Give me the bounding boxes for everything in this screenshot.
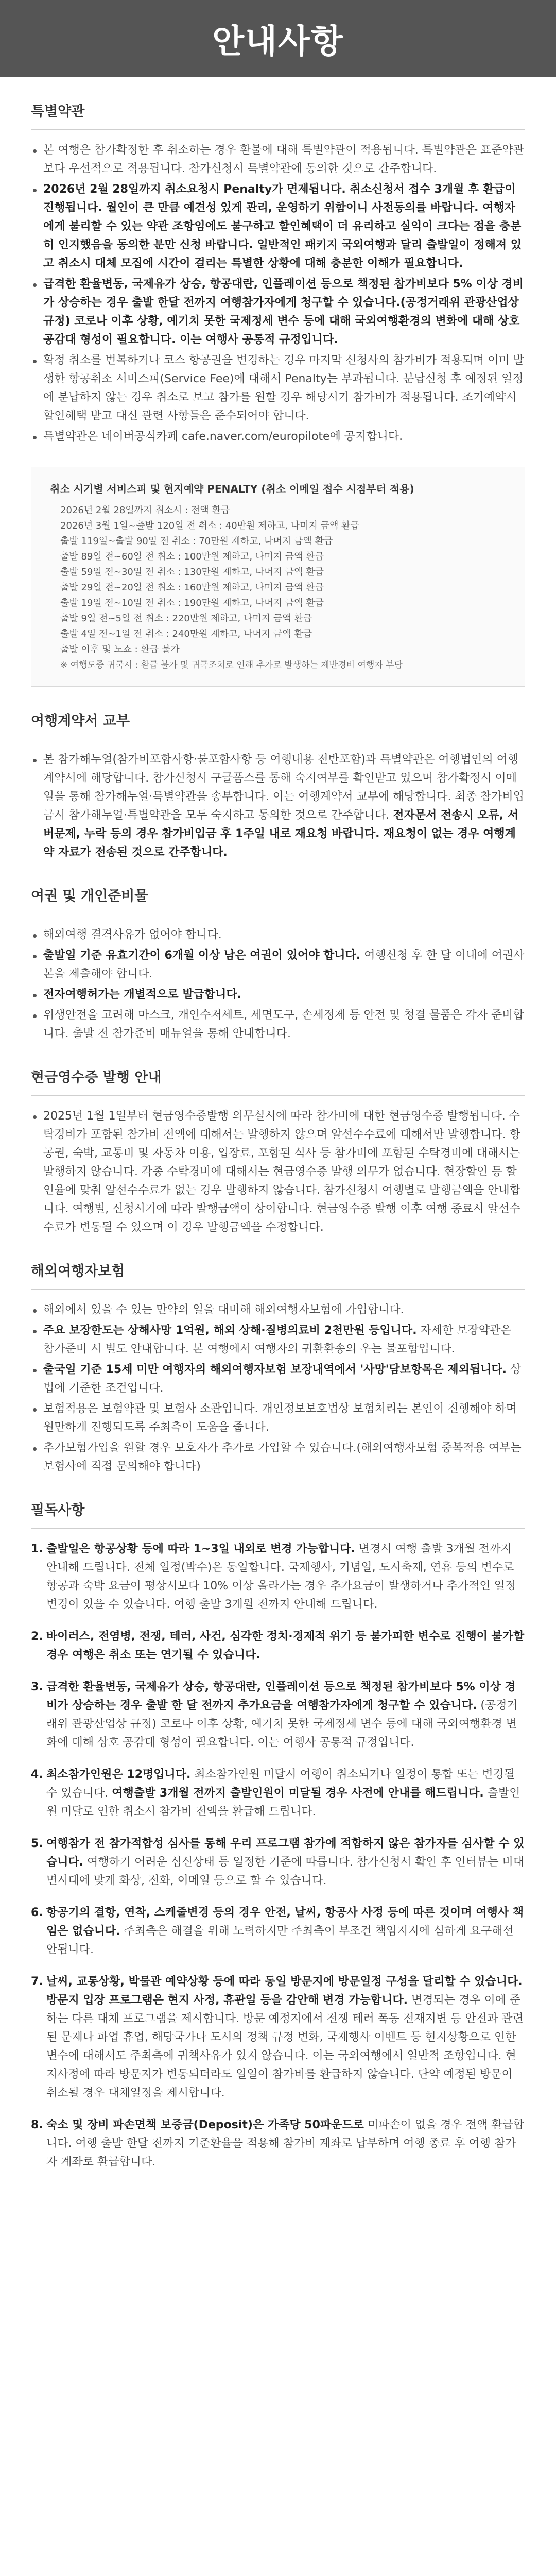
list-item	[31, 1107, 525, 1237]
penalty-row: 출발 29일 전~20일 전 취소 : 160만원 제하고, 나머지 금액 환급	[60, 582, 324, 593]
item-text-bold: 여행참가 전 참가적합성 심사를 통해 우리 프로그램 참가에 적합하지 않은 참가자를 심사할 수 있습니다.	[46, 1837, 525, 1869]
item-text: 위생안전을 고려해 마스크, 개인수저세트, 세면도구, 손세정제 등 안전 및 청결 물품은 각자 준비합니다. 출발 전 참가준비 매뉴얼을 통해 안내합니다.	[43, 1009, 524, 1040]
item-text-bold: 날씨, 교통상황, 박물관 예약상황 등에 따라 동일 방문지에 방문일정 구성을 달리할 수 있습니다. 방문지 입장 프로그램은 현지 사정, 휴관일 등을 감안해 변경 가능합니다.	[46, 1975, 523, 2007]
item-number: 3.	[31, 1681, 43, 1693]
section-title: 해외여행자보험	[31, 1260, 525, 1290]
section-title: 여행계약서 교부	[31, 709, 525, 739]
special-terms-section	[31, 100, 525, 446]
list-item	[31, 1628, 525, 1665]
title-banner	[0, 0, 556, 77]
item-text: 해외여행 결격사유가 없어야 합니다.	[43, 928, 222, 941]
receipt-list	[31, 1107, 525, 1237]
list-item	[31, 1904, 525, 1959]
penalty-row: 출발 19일 전~10일 전 취소 : 190만원 제하고, 나머지 금액 환급	[60, 598, 324, 608]
item-text: 최소참가인원 미달시 여행이 취소되거나 일정이 통합 또는 변경될 수 있습니다.	[46, 1768, 515, 1800]
list-item	[31, 946, 525, 984]
list-item	[31, 141, 525, 178]
item-text: 변경시 여행 출발 3개월 전까지 안내해 드립니다. 전체 일정(박수)은 동일합니다. 국제행사, 기념일, 도시축제, 연휴 등의 변수로 항공과 숙박 요금이 평상시보다 10% 이상 올라가는 경우 추가요금이 발생하거나 추가적인 일정변경이 있을 수 있습니다. 여행 출발 3개월 전까지 안내해 드립니다.	[46, 1543, 516, 1611]
penalty-row: 출발 4일 전~1일 전 취소 : 240만원 제하고, 나머지 금액 환급	[60, 629, 312, 639]
item-text-bold: 출국일 기준 15세 미만 여행자의 해외여행자보험 보장내역에서 '사망'담보항목은 제외됩니다.	[43, 1363, 507, 1376]
list-item	[31, 986, 525, 1004]
list-item	[31, 1766, 525, 1821]
item-text: 여행하기 어려운 심신상태 등 일정한 기준에 따릅니다. 참가신청서 확인 후 인터뷰는 비대면시대에 맞게 화상, 전화, 이메일 등으로 할 수 있습니다.	[46, 1856, 525, 1887]
penalty-row: 2026년 3월 1일~출발 120일 전 취소 : 40만원 제하고, 나머지 금액 환급	[60, 520, 359, 531]
penalty-row: 출발 119일~출발 90일 전 취소 : 70만원 제하고, 나머지 금액 환급	[60, 536, 333, 547]
list-item	[31, 751, 525, 862]
section-title: 여권 및 개인준비물	[31, 885, 525, 914]
item-text: 자세한 보장약관은 참가준비 시 별도 안내합니다. 본 여행에서 여행자의 귀환환송의 우는 불포함입니다.	[43, 1324, 512, 1355]
item-text: 본 참가해누얼(참가비포함사항·불포함사항 등 여행내용 전반포함)과 특별약관은 여행법인의 여행계약서에 해당합니다. 참가신청시 구글폼스를 통해 숙지여부를 확인받고 있으며 참가확정시 이메일을 통해 참가해누얼·특별약관을 송부합니다. 이는 여행계약서 교부에 해당합니다. 최종 참가비입금시 참가해누얼·특별약관을 모두 숙지하고 동의한 것으로 간주합니다.	[43, 753, 525, 822]
item-text-bold: 전자여행허가는 개별적으로 발급합니다.	[43, 988, 241, 1001]
item-text-bold: 출발일은 항공상황 등에 따라 1~3일 내외로 변경 가능합니다.	[46, 1543, 355, 1555]
item-text-bold: 여행출발 3개월 전까지 출발인원이 미달될 경우 사전에 안내를 해드립니다.	[112, 1787, 484, 1800]
list-item	[31, 1301, 525, 1319]
receipt-section	[31, 1066, 525, 1237]
section-title: 현금영수증 발행 안내	[31, 1066, 525, 1096]
item-text-bold: 주요 보장한도는 상해사망 1억원, 해외 상해·질병의료비 2천만원 등입니다.	[43, 1324, 417, 1337]
list-item	[31, 180, 525, 273]
special-terms-list	[31, 141, 525, 446]
must-read-section	[31, 1499, 525, 2172]
item-text-bold: 전자문서 전송시 오류, 서버문제, 누락 등의 경우 참가비입금 후 1주일 내로 재요청 바랍니다. 재요청이 없는 경우 여행계약 자료가 전송된 것으로 간주합니다.	[43, 809, 519, 859]
must-read-list	[31, 1540, 525, 2172]
penalty-row: 2026년 2월 28일까지 취소시 : 전액 환급	[60, 505, 230, 516]
passport-list	[31, 926, 525, 1043]
penalty-row: 출발 89일 전~60일 전 취소 : 100만원 제하고, 나머지 금액 환급	[60, 551, 324, 562]
item-number: 6.	[31, 1906, 43, 1919]
penalty-note: ※ 여행도중 귀국시 : 환급 불가 및 귀국조치로 인해 추가로 발생하는 제반경비 여행자 부담	[60, 660, 403, 670]
item-text-bold: 출발일 기준 유효기간이 6개월 이상 남은 여권이 있어야 합니다.	[43, 949, 361, 962]
item-number: 8.	[31, 2119, 43, 2131]
section-title: 특별약관	[31, 100, 525, 130]
item-text: 출발인원 미달로 인한 취소시 참가비 전액을 환급해 드립니다.	[46, 1787, 520, 1818]
item-number: 4.	[31, 1768, 43, 1781]
item-text: 주최측은 해결을 위해 노력하지만 주최측이 부조건 책임지지에 심하게 요구해선 안됩니다.	[46, 1925, 514, 1956]
penalty-row: 출발 9일 전~5일 전 취소 : 220만원 제하고, 나머지 금액 환급	[60, 613, 312, 624]
item-number: 1.	[31, 1543, 43, 1555]
list-item	[31, 1439, 525, 1476]
list-item	[31, 1835, 525, 1890]
item-number: 2.	[31, 1630, 43, 1643]
item-text: 특별약관은 네이버공식카페 cafe.naver.com/europilote에 공지합니다.	[43, 430, 403, 443]
section-title: 필독사항	[31, 1499, 525, 1529]
item-text: 상법에 기준한 조건입니다.	[43, 1363, 522, 1395]
item-text-bold: 급격한 환율변동, 국제유가 상승, 항공대란, 인플레이션 등으로 책정된 참가비보다 5% 이상 경비가 상승하는 경우 출발 한달 전까지 여행참가자에게 청구할 수 있습니다.(공정거래위 관광산업상 규정) 코로나 이후 상황, 예기치 못한 국제정세 변수 등에 대해 국외여행환경의 변화에 대해 상호 공감대 형성이 필요합니다. 이는 여행사 공통적 규정입니다.	[43, 278, 524, 346]
list-item	[31, 351, 525, 426]
list-item	[31, 1540, 525, 1614]
item-text: 여행신청 후 한 달 이내에 여권사본을 제출해야 합니다.	[43, 949, 525, 980]
item-text-bold: 급격한 환율변동, 국제유가 상승, 항공대란, 인플레이션 등으로 책정된 참가비보다 5% 이상 경비가 상승하는 경우 출발 한 달 전까지 추가요금을 여행참가자에게 청구할 수 있습니다.	[46, 1681, 516, 1712]
item-text-bold: 최소참가인원은 12명입니다.	[46, 1768, 191, 1781]
item-text: 본 여행은 참가확정한 후 취소하는 경우 환불에 대해 특별약관이 적용됩니다. 특별약관은 표준약관보다 우선적으로 적용됩니다. 참가신청시 특별약관에 동의한 것으로 간주합니다.	[43, 144, 525, 175]
item-number: 7.	[31, 1975, 43, 1988]
list-item	[31, 428, 525, 446]
penalty-row: 출발 이후 및 노쇼 : 환급 불가	[60, 644, 180, 655]
item-text: 보험적용은 보험약관 및 보험사 소관입니다. 개인정보보호법상 보험처리는 본인이 진행해야 하며 원만하게 진행되도록 주최측이 도움을 줍니다.	[43, 1402, 517, 1434]
insurance-section	[31, 1260, 525, 1476]
item-text: 확정 취소를 번복하거나 코스 항공권을 변경하는 경우 마지막 신청사의 참가비가 적용되며 이미 발생한 항공취소 서비스피(Service Fee)에 대해서 Penalty는 부과됩니다. 분납신청 후 예정된 일정에 분납하지 않는 경우 취소로 보고 참가를 원할 경우 해당시기 참가비가 적용됩니다. 조기예약시 할인혜택 받고 대신 관련 사항들은 준수되어야 합니다.	[43, 354, 525, 422]
item-text-bold: 바이러스, 전염병, 전쟁, 테러, 사건, 심각한 정치·경제적 위기 등 불가피한 변수로 진행이 불가할 경우 여행은 취소 또는 연기될 수 있습니다.	[46, 1630, 525, 1662]
item-text: 추가보험가입을 원할 경우 보호자가 추가로 가입할 수 있습니다.(해외여행자보험 중복적용 여부는 보험사에 직접 문의해야 합니다)	[43, 1442, 522, 1473]
passport-section	[31, 885, 525, 1043]
item-text: 2025년 1월 1일부터 현금영수증발행 의무실시에 따라 참가비에 대한 현금영수증 발행됩니다. 수탁경비가 포함된 참가비 전액에 대해서는 발행하지 않으며 알선수수료에 대해서만 발행합니다. 항공권, 숙박, 교통비 및 자동차 이용, 입장료, 포함된 식사 등 참가비에 포함된 수탁경비에 대해서는 발행하지 않습니다. 각종 수탁경비에 대해서는 현금영수증 발행 의무가 없습니다. 현장할인 등 할인율에 맞춰 알선수수료가 없는 경우 발행하지 않습니다. 참가신청시 여행별로 발행금액을 안내합니다. 여행별, 신청시기에 따라 발행금액이 상이합니다. 현금영수증 발행 이후 여행 종료시 알선수수료가 변동될 수 있으며 이 경우 발행금액을 수정합니다.	[43, 1110, 521, 1234]
list-item	[31, 1361, 525, 1398]
insurance-list	[31, 1301, 525, 1476]
list-item	[31, 2116, 525, 2172]
penalty-table-box	[31, 467, 525, 687]
list-item	[31, 1321, 525, 1359]
list-item	[31, 1678, 525, 1752]
list-item	[31, 1400, 525, 1437]
contract-section	[31, 709, 525, 862]
item-text: 변경되는 경우 이에 준하는 다른 대체 프로그램을 제시합니다. 방문 예정지에서 전쟁 테러 폭동 전재지변 등 안전과 관련된 문제나 파업 휴업, 해당국가나 도시의 정책 규정 변화, 국제행사 이벤트 등 현지상황으로 인한 변수에 대해서도 주최측에 귀책사유가 있지 않습니다. 이는 국외여행에서 일반적 조항입니다. 현지사정에 따라 방문지가 변동되더라도 일일이 참가비를 환급하지 않습니다. 단약 예정된 방문이 취소될 경우 대체일정을 제시합니다.	[46, 1994, 524, 2099]
item-text: 해외에서 있을 수 있는 만약의 일을 대비해 해외여행자보험에 가입합니다.	[43, 1303, 404, 1316]
item-text-bold: 숙소 및 장비 파손면책 보증금(Deposit)은 가족당 50파운드로	[46, 2119, 364, 2131]
list-item	[31, 1973, 525, 2103]
list-item	[31, 1006, 525, 1043]
page-title: 안내사항	[212, 23, 344, 61]
item-text-bold: 2026년 2월 28일까지 취소요청시 Penalty가 면제됩니다. 취소신청서 접수 3개월 후 환급이 진행됩니다. 월인이 큰 만큼 예견성 있게 관리, 운영하기 위함이니 사전동의를 바랍니다. 여행자에게 불리할 수 있는 약관 조항임에도 불구하고 할인혜택이 더 유리하고 실익이 크다는 점을 충분히 인지했음을 동의한 분만 신청 바랍니다. 일반적인 패키지 국외여행과 달리 출발일이 정해져 있고 취소시 대체 모집에 시간이 걸리는 특별한 상황에 대해 충분한 이해가 필요합니다.	[43, 183, 522, 270]
item-text: (공정거래위 관광산업상 규정) 코로나 이후 상황, 예기치 못한 국제정세 변수 등에 대해 국외여행환경 변화에 대해 상호 공감대 형성이 필요합니다. 이는 여행사 공통적 규정입니다.	[46, 1699, 518, 1749]
list-item	[31, 926, 525, 944]
item-number: 5.	[31, 1837, 43, 1850]
penalty-title: 취소 시기별 서비스피 및 현지예약 PENALTY (취소 이메일 접수 시점부터 적용)	[50, 483, 414, 495]
contract-list	[31, 751, 525, 862]
penalty-row: 출발 59일 전~30일 전 취소 : 130만원 제하고, 나머지 금액 환급	[60, 567, 324, 578]
list-item	[31, 275, 525, 349]
item-text-bold: 항공기의 결항, 연착, 스케줄변경 등의 경우 안전, 날씨, 항공사 사정 등에 따른 것이며 여행사 책임은 없습니다.	[46, 1906, 524, 1938]
item-text: 미파손이 없을 경우 전액 환급합니다. 여행 출발 한달 전까지 기준환율을 적용해 참가비 계좌로 납부하며 여행 종료 후 여행 참가자 계좌로 환급합니다.	[46, 2119, 525, 2168]
